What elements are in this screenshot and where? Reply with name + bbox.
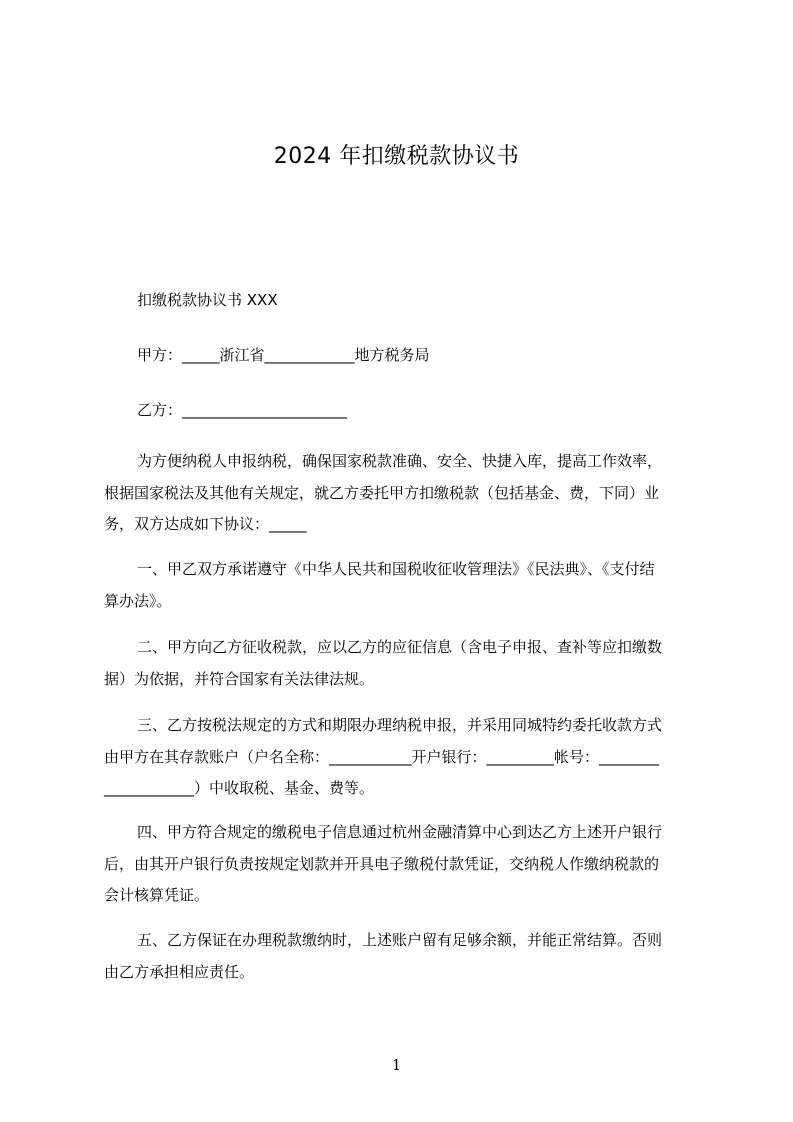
page-number: 1 (391, 1056, 402, 1074)
paragraph-line: 一、甲乙双方承诺遵守《中华人民共和国税收征收管理法》《民法典》、《支付结 (137, 560, 655, 578)
clause-4 (104, 817, 702, 912)
party-b-line: 乙方：______________________ (137, 401, 348, 419)
clause-5 (104, 925, 702, 988)
paragraph-line: 据）为依据，并符合国家有关法律法规。 (104, 669, 375, 688)
paragraph-line: 务，双方达成如下协议：_____ (104, 515, 307, 533)
paragraph-line: 算办法》。 (104, 591, 172, 610)
document-subtitle: 扣缴税款协议书 XXX (137, 291, 278, 309)
paragraph-line: 五、乙方保证在办理税款缴纳时，上述账户留有足够余额，并能正常结算。否则 (137, 931, 663, 949)
paragraph-line: 后，由其开户银行负责按规定划款并开具电子缴税付款凭证，交纳税人作缴纳税款的 (104, 854, 660, 873)
clause-1 (104, 554, 702, 617)
paragraph-line: 四、甲方符合规定的缴税电子信息通过杭州金融清算中心到达乙方上述开户银行 (137, 823, 663, 841)
paragraph-line: 根据国家税法及其他有关规定，就乙方委托甲方扣缴税款（包括基金、费，下同）业 (104, 483, 660, 502)
paragraph-line: ____________）中收取税、基金、费等。 (104, 779, 375, 797)
paragraph-line: 会计核算凭证。 (104, 886, 210, 904)
paragraph-line: 为方便纳税人申报纳税，确保国家税款准确、安全、快捷入库，提高工作效率， (137, 452, 663, 470)
paragraph-line: 由乙方承担相应责任。 (104, 962, 255, 981)
clause-3 (104, 710, 702, 805)
party-a-line: 甲方：_____浙江省____________地方税务局 (137, 346, 430, 364)
paragraph-line: 二、甲方向乙方征收税款，应以乙方的应征信息（含电子申报、查补等应扣缴数 (137, 638, 663, 656)
intro-paragraph (104, 446, 702, 541)
clause-2 (104, 632, 702, 695)
paragraph-line: 三、乙方按税法规定的方式和期限办理纳税申报，并采用同城特约委托收款方式 (137, 716, 663, 734)
document-title: 2024 年扣缴税款协议书 (273, 144, 520, 169)
paragraph-line: 由甲方在其存款账户（户名全称：___________开户银行：_________帐号：________ (104, 747, 660, 766)
